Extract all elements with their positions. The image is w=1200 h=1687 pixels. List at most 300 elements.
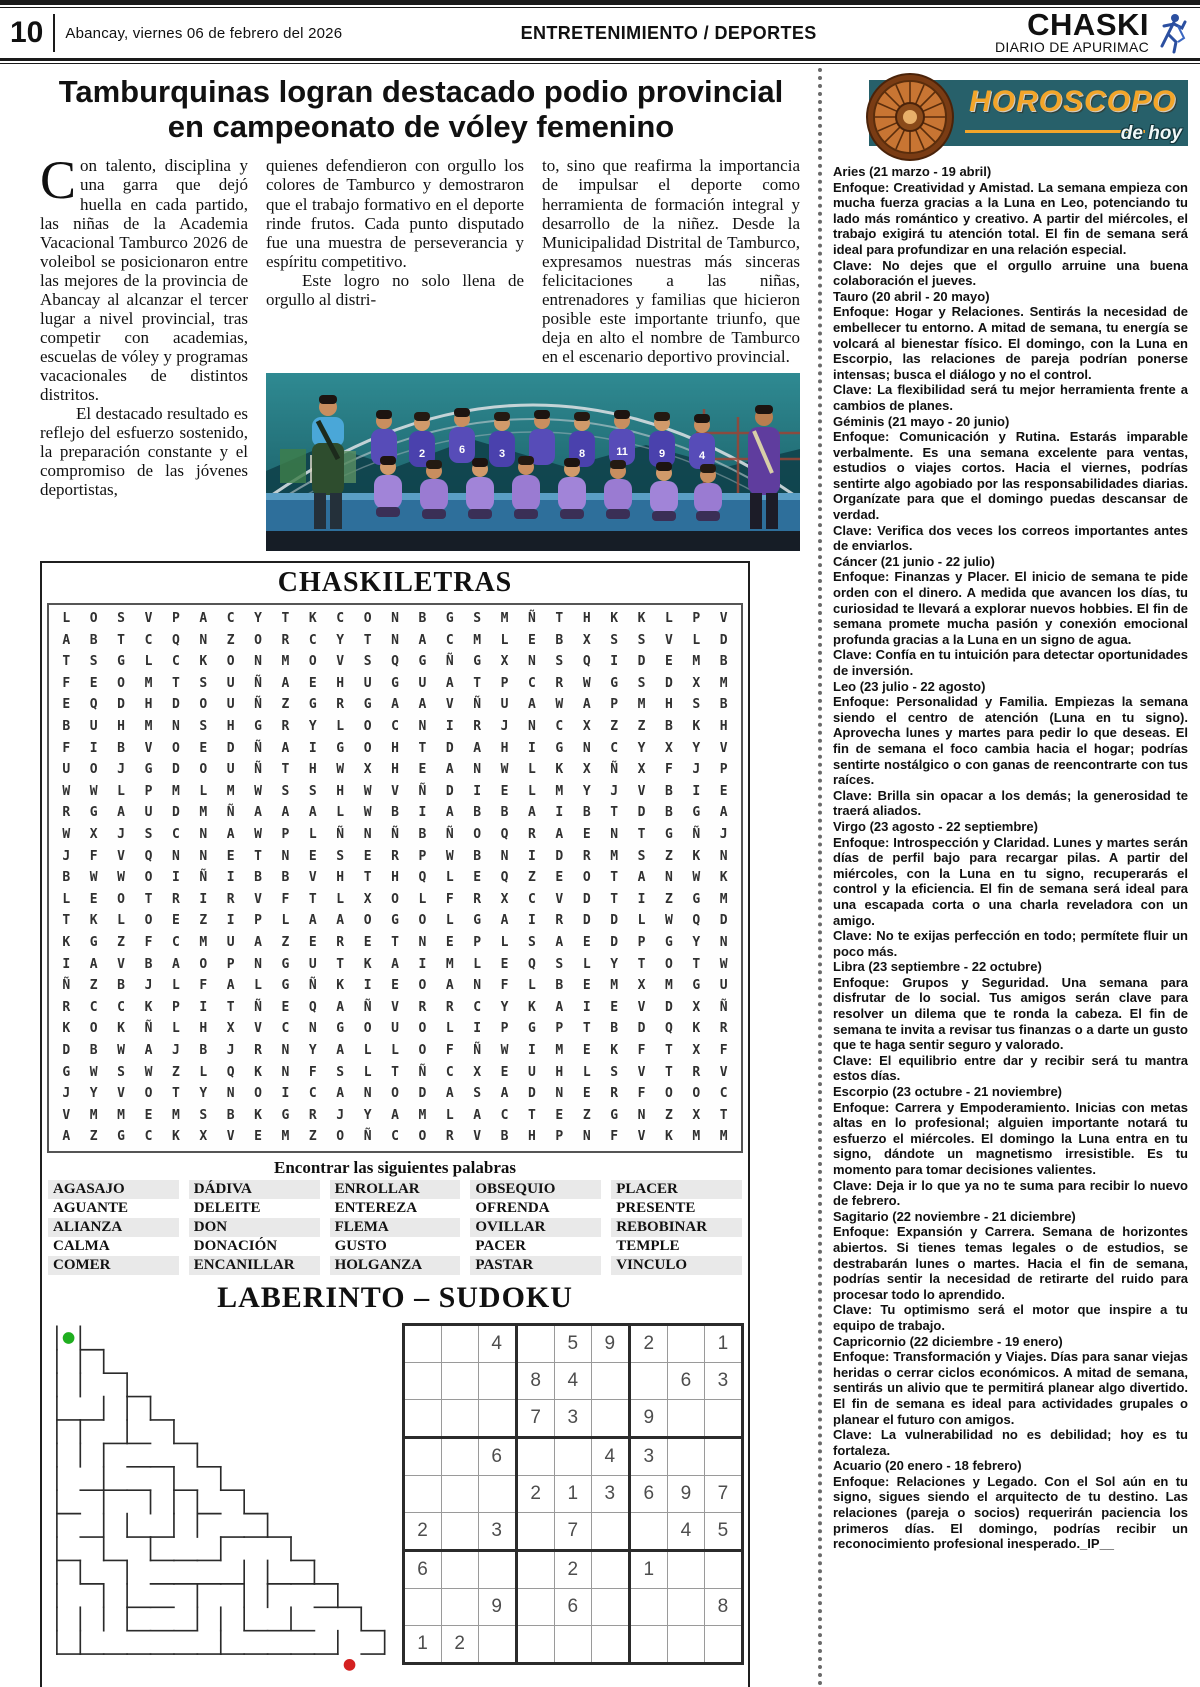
wordsearch-letter: Z <box>664 1107 673 1123</box>
wordsearch-letter: V <box>144 611 153 627</box>
wordsearch-letter: B <box>89 1042 98 1058</box>
wordsearch-letter: Q <box>500 870 509 886</box>
wordsearch-letter: X <box>582 762 591 778</box>
wordsearch-section <box>40 561 750 1687</box>
wordsearch-letter: R <box>336 934 345 950</box>
wordsearch-letter: S <box>555 956 564 972</box>
wordsearch-letter: A <box>418 632 427 648</box>
section-title: ENTRETENIMIENTO / DEPORTES <box>520 22 817 43</box>
zodiac-wheel-icon <box>865 72 955 162</box>
wordsearch-letter: M <box>610 978 619 994</box>
wordsearch-letter: O <box>144 913 153 929</box>
wordsearch-letter: Y <box>308 719 317 735</box>
horoscope-sign: Acuario (20 enero - 18 febrero) <box>833 1458 1022 1474</box>
wordsearch-letter: E <box>500 956 509 972</box>
wordsearch-letter: R <box>418 999 427 1015</box>
wordsearch-letter: G <box>664 934 673 950</box>
wordsearch-letter: A <box>89 956 98 972</box>
horoscope-entry <box>833 554 1188 679</box>
wordsearch-letter: B <box>664 783 673 799</box>
wordsearch-letter: H <box>336 783 345 799</box>
wordsearch-letter: E <box>418 762 427 778</box>
page-number: 10 <box>10 16 44 49</box>
wordsearch-letter: L <box>528 783 536 799</box>
wordsearch-letter: R <box>473 719 482 735</box>
wordsearch-letter: N <box>473 978 482 994</box>
wordsearch-letter: L <box>637 913 646 929</box>
sudoku-cell <box>667 1588 704 1625</box>
wordsearch-word: COMER <box>48 1256 179 1275</box>
sudoku-cell <box>667 1324 704 1362</box>
wordsearch-letter: A <box>336 1042 345 1058</box>
wordsearch-letter: Z <box>528 870 536 886</box>
wordsearch-letter: W <box>254 783 262 799</box>
wordsearch-letter: A <box>336 999 345 1015</box>
wordsearch-word-column <box>470 1180 601 1275</box>
sudoku-cell: 6 <box>629 1475 667 1512</box>
sudoku-cell: 4 <box>478 1324 516 1362</box>
wordsearch-letter: L <box>664 611 673 627</box>
wordsearch-letter: W <box>89 1064 98 1080</box>
wordsearch-letter: J <box>610 783 619 799</box>
wordsearch-letter: O <box>664 1086 673 1102</box>
sudoku-cell <box>403 1324 441 1362</box>
wordsearch-letter: L <box>528 762 536 778</box>
wordsearch-letter: W <box>117 870 125 886</box>
wordsearch-letter: W <box>89 870 98 886</box>
wordsearch-letter: B <box>117 740 125 756</box>
sudoku-cell: 6 <box>478 1437 516 1475</box>
sudoku-cell: 4 <box>554 1362 591 1399</box>
wordsearch-letter: Ñ <box>144 1021 153 1037</box>
wordsearch-letter: A <box>445 675 454 691</box>
wordsearch-letter: X <box>500 891 509 907</box>
wordsearch-letter: I <box>418 956 427 972</box>
wordsearch-letter: P <box>171 611 180 627</box>
sudoku-grid <box>402 1323 744 1665</box>
wordsearch-letter: B <box>473 805 482 821</box>
wordsearch-letter: B <box>500 1129 509 1145</box>
wordsearch-letter: B <box>555 632 564 648</box>
wordsearch-letter: L <box>336 719 345 735</box>
sudoku-cell: 6 <box>403 1550 441 1588</box>
wordsearch-letter: E <box>555 1107 564 1123</box>
wordsearch-letter: Z <box>637 719 646 735</box>
maze <box>52 1319 390 1679</box>
wordsearch-letter: K <box>199 654 208 670</box>
wordsearch-letter: B <box>199 1042 208 1058</box>
wordsearch-letter: U <box>363 675 372 691</box>
article-body <box>40 150 802 550</box>
wordsearch-letter: N <box>610 827 619 843</box>
wordsearch-letter: E <box>555 870 564 886</box>
wordsearch-letter: F <box>445 891 454 907</box>
wordsearch-letter: X <box>473 1064 482 1080</box>
wordsearch-word-list <box>44 1180 746 1275</box>
wordsearch-letter: R <box>391 848 399 864</box>
wordsearch-letter: G <box>445 611 454 627</box>
wordsearch-letter: I <box>528 740 536 756</box>
wordsearch-letter: I <box>199 891 208 907</box>
wordsearch-letter: I <box>528 1042 536 1058</box>
sudoku-cell <box>704 1399 742 1437</box>
wordsearch-letter: M <box>199 934 208 950</box>
horoscope-entries <box>833 164 1188 1552</box>
wordsearch-letter: A <box>62 632 71 648</box>
wordsearch-letter: R <box>445 1129 454 1145</box>
wordsearch-letter: Z <box>117 934 125 950</box>
wordsearch-letter: A <box>226 827 235 843</box>
wordsearch-letter: E <box>199 740 208 756</box>
sudoku-cell <box>403 1399 441 1437</box>
wordsearch-letter: D <box>610 913 619 929</box>
date-line: Abancay, viernes 06 de febrero del 2026 <box>65 24 343 42</box>
wordsearch-letter: I <box>445 719 454 735</box>
wordsearch-letter: X <box>692 1107 701 1123</box>
wordsearch-letter: E <box>500 783 509 799</box>
wordsearch-letter: D <box>171 762 180 778</box>
wordsearch-letter: Ñ <box>473 1042 482 1058</box>
horoscope-entry <box>833 164 1188 289</box>
horoscope-enfoque: Enfoque: Hogar y Relaciones. Sentirás la necesidad de embellecer tu entorno. A mitad de semana, tu energía se volcará al bienestar físico. El domingo, con la Luna en Escorpio, las relaciones de pareja podrían ponerse intensas; busca el diálogo y no el control. <box>833 304 1188 382</box>
wordsearch-letter: S <box>199 1107 208 1123</box>
wordsearch-letter: G <box>473 654 482 670</box>
wordsearch-letter: H <box>391 870 399 886</box>
wordsearch-letter: C <box>391 719 399 735</box>
horoscope-enfoque: Enfoque: Introspección y Claridad. Lunes y martes serán días de perfil bajo para recargar pilas. A partir del miércoles, con la Luna en tu signo, recuperarás el control y la eficiencia. El fin de semana será ideal para una escapada corta o una charla reveladora con un amigo. <box>833 834 1188 928</box>
wordsearch-letter: L <box>171 1021 180 1037</box>
horoscope-sign: Tauro (20 abril - 20 mayo) <box>833 288 990 304</box>
sudoku-cell <box>516 1324 554 1362</box>
wordsearch-letter: P <box>610 697 619 713</box>
wordsearch-letter: Y <box>500 999 509 1015</box>
wordsearch-letter: Z <box>281 934 290 950</box>
wordsearch-letter: X <box>500 654 509 670</box>
wordsearch-letter: O <box>363 1021 372 1037</box>
sudoku-cell <box>704 1550 742 1588</box>
wordsearch-letter: E <box>664 654 673 670</box>
wordsearch-letter: K <box>62 934 71 950</box>
sudoku-cell <box>441 1324 478 1362</box>
wordsearch-letter: Q <box>664 1021 673 1037</box>
wordsearch-letter: Ñ <box>363 1129 372 1145</box>
wordsearch-letter: B <box>664 719 673 735</box>
wordsearch-letter: A <box>281 740 290 756</box>
wordsearch-letter: V <box>719 740 728 756</box>
sudoku-cell: 9 <box>667 1475 704 1512</box>
sudoku-cell <box>403 1588 441 1625</box>
wordsearch-letter: X <box>664 740 673 756</box>
wordsearch-letter: E <box>719 783 728 799</box>
wordsearch-letter: A <box>555 934 564 950</box>
horoscope-entry <box>833 959 1188 1084</box>
wordsearch-letter: V <box>117 1086 125 1102</box>
wordsearch-letter: Ñ <box>528 611 536 627</box>
horoscope-entry <box>833 289 1188 414</box>
wordsearch-letter: H <box>336 870 345 886</box>
wordsearch-letter: T <box>555 611 564 627</box>
wordsearch-letter: M <box>610 848 619 864</box>
wordsearch-letter: O <box>89 762 98 778</box>
wordsearch-letter: G <box>281 956 290 972</box>
wordsearch-letter: D <box>226 740 235 756</box>
wordsearch-letter: T <box>610 891 619 907</box>
wordsearch-letter: A <box>719 805 728 821</box>
wordsearch-letter: I <box>308 740 317 756</box>
wordsearch-letter: M <box>719 675 728 691</box>
wordsearch-letter: F <box>89 848 98 864</box>
wordsearch-letter: E <box>582 934 591 950</box>
wordsearch-letter: P <box>473 934 482 950</box>
wordsearch-letter: L <box>144 654 153 670</box>
horoscope-sign: Sagitario (22 noviembre - 21 diciembre) <box>833 1208 1076 1224</box>
wordsearch-letter: G <box>418 654 427 670</box>
wordsearch-letter: R <box>528 827 536 843</box>
wordsearch-letter: Ñ <box>226 805 235 821</box>
wordsearch-word: CALMA <box>53 1237 110 1254</box>
wordsearch-letter: P <box>281 827 290 843</box>
sudoku-cell <box>591 1550 629 1588</box>
sudoku-cell: 2 <box>629 1324 667 1362</box>
masthead <box>995 7 1188 55</box>
horoscope-entry <box>833 414 1188 554</box>
wordsearch-word: DONACIÓN <box>193 1237 278 1254</box>
wordsearch-letter: R <box>281 719 290 735</box>
wordsearch-letter: Ñ <box>254 999 262 1015</box>
wordsearch-letter: E <box>171 913 180 929</box>
sudoku-cell <box>591 1625 629 1663</box>
wordsearch-letter: W <box>555 697 564 713</box>
wordsearch-letter: M <box>637 697 646 713</box>
wordsearch-letter: V <box>637 999 646 1015</box>
sudoku-cell <box>704 1437 742 1475</box>
wordsearch-letter: J <box>117 827 125 843</box>
wordsearch-letter: L <box>582 956 591 972</box>
wordsearch-letter: N <box>281 1042 290 1058</box>
wordsearch-letter: J <box>62 848 71 864</box>
wordsearch-letter: Y <box>336 632 345 648</box>
wordsearch-word: ENCANILLAR <box>189 1256 320 1275</box>
wordsearch-letter: W <box>62 783 71 799</box>
sudoku-cell: 4 <box>667 1512 704 1550</box>
wordsearch-letter: B <box>62 719 71 735</box>
wordsearch-letter: J <box>171 1042 180 1058</box>
wordsearch-letter: W <box>445 848 454 864</box>
wordsearch-word: DELEITE <box>193 1199 261 1216</box>
sudoku-cell <box>667 1399 704 1437</box>
wordsearch-letter: Ñ <box>473 697 482 713</box>
wordsearch-letter: T <box>418 740 427 756</box>
wordsearch-letter: G <box>89 805 98 821</box>
sudoku-cell <box>441 1437 478 1475</box>
wordsearch-letter: O <box>391 891 399 907</box>
wordsearch-letter: V <box>117 848 125 864</box>
wordsearch-letter: G <box>336 1021 345 1037</box>
wordsearch-letter: L <box>445 870 454 886</box>
wordsearch-letter: Z <box>664 848 673 864</box>
article-title-line1: Tamburquinas logran destacado podio provincial <box>58 74 784 109</box>
wordsearch-letter: A <box>555 999 564 1015</box>
wordsearch-letter: Z <box>281 697 290 713</box>
wordsearch-letter: D <box>637 1021 646 1037</box>
wordsearch-letter: L <box>500 632 509 648</box>
wordsearch-letter: E <box>610 999 619 1015</box>
wordsearch-letter: B <box>254 870 262 886</box>
wordsearch-letter: Ñ <box>418 1064 427 1080</box>
wordsearch-letter: U <box>144 805 153 821</box>
wordsearch-letter: S <box>336 848 345 864</box>
wordsearch-letter: S <box>117 1064 125 1080</box>
horoscope-banner-board <box>869 80 1188 146</box>
wordsearch-letter: C <box>473 999 482 1015</box>
wordsearch-letter: G <box>308 697 317 713</box>
wordsearch-letter: X <box>363 891 372 907</box>
wordsearch-letter: E <box>62 697 71 713</box>
wordsearch-letter: I <box>226 870 235 886</box>
jersey-number: 11 <box>616 445 628 458</box>
wordsearch-letter: E <box>445 934 454 950</box>
wordsearch-letter: T <box>308 891 317 907</box>
wordsearch-letter: S <box>281 783 290 799</box>
wordsearch-letter: T <box>336 956 345 972</box>
wordsearch-letter: Q <box>171 632 180 648</box>
wordsearch-letter: P <box>500 1021 509 1037</box>
wordsearch-letter: E <box>528 632 536 648</box>
wordsearch-letter: I <box>555 805 564 821</box>
sudoku-cell <box>478 1625 516 1663</box>
wordsearch-letter: X <box>89 827 98 843</box>
wordsearch-letter: F <box>719 1042 728 1058</box>
horoscope-enfoque: Enfoque: Expansión y Carrera. Semana de horizontes abiertos. Si tienes temas legales o de estudios, se destrabarán lunes o martes. Hacia el fin de semana, podrías sentir la necesidad de retirarte del ruido para procesar todo lo aprendido. <box>833 1224 1188 1302</box>
wordsearch-letter: M <box>418 1107 427 1123</box>
wordsearch-letter: J <box>692 762 701 778</box>
wordsearch-letter: Ñ <box>62 978 71 994</box>
wordsearch-letter: D <box>610 934 619 950</box>
wordsearch-word: GUSTO <box>334 1237 387 1254</box>
wordsearch-letter: Z <box>199 913 208 929</box>
wordsearch-letter: L <box>445 1107 454 1123</box>
sudoku-cell: 1 <box>403 1625 441 1663</box>
wordsearch-letter: C <box>610 740 619 756</box>
wordsearch-letter: Z <box>582 1107 591 1123</box>
sudoku-cell <box>516 1588 554 1625</box>
sudoku-cell <box>591 1512 629 1550</box>
wordsearch-letter: I <box>226 913 235 929</box>
wordsearch-letter: M <box>719 1129 728 1145</box>
wordsearch-letter: M <box>664 978 673 994</box>
wordsearch-letter: B <box>719 697 728 713</box>
wordsearch-letter: H <box>117 719 125 735</box>
wordsearch-letter: U <box>62 762 71 778</box>
wordsearch-letter: H <box>308 762 317 778</box>
wordsearch-letter: R <box>171 891 180 907</box>
wordsearch-letter: N <box>308 1021 317 1037</box>
wordsearch-letter: A <box>308 913 317 929</box>
wordsearch-letter: Z <box>89 1129 98 1145</box>
wordsearch-letter: N <box>171 719 180 735</box>
wordsearch-letter: S <box>199 675 208 691</box>
wordsearch-letter: N <box>637 1107 646 1123</box>
wordsearch-letter: P <box>637 934 646 950</box>
wordsearch-letter: F <box>664 762 673 778</box>
wordsearch-letter: J <box>719 827 728 843</box>
wordsearch-letter: G <box>528 1021 536 1037</box>
wordsearch-letter: M <box>692 1129 701 1145</box>
wordsearch-letter: A <box>391 697 399 713</box>
wordsearch-letter: M <box>445 956 454 972</box>
sudoku-cell: 1 <box>629 1550 667 1588</box>
wordsearch-letter: A <box>144 1042 153 1058</box>
wordsearch-letter: L <box>62 611 71 627</box>
wordsearch-letter: P <box>418 848 427 864</box>
wordsearch-letter: N <box>254 956 262 972</box>
wordsearch-letter: B <box>719 654 728 670</box>
wordsearch-letter: E <box>144 1107 153 1123</box>
wordsearch-letter: A <box>281 805 290 821</box>
wordsearch-letter: Y <box>692 934 701 950</box>
wordsearch-word: AGUANTE <box>53 1199 129 1216</box>
wordsearch-letter: E <box>500 1064 509 1080</box>
wordsearch-letter: G <box>363 697 372 713</box>
wordsearch-letter: J <box>500 719 509 735</box>
wordsearch-letter: E <box>308 848 317 864</box>
wordsearch-letter: E <box>226 848 235 864</box>
sudoku-cell: 7 <box>704 1475 742 1512</box>
wordsearch-letter: I <box>528 848 536 864</box>
wordsearch-letter: E <box>582 1042 591 1058</box>
wordsearch-letter: E <box>582 978 591 994</box>
wordsearch-letter: T <box>363 870 372 886</box>
sudoku-cell <box>667 1437 704 1475</box>
wordsearch-letter: M <box>719 891 728 907</box>
horoscope-clave: Clave: No dejes que el orgullo arruine una buena colaboración el jueves. <box>833 257 1188 289</box>
horoscope-underline <box>965 130 1145 133</box>
wordsearch-letter: A <box>500 1086 509 1102</box>
wordsearch-letter: C <box>89 999 98 1015</box>
sudoku-cell <box>629 1362 667 1399</box>
wordsearch-letter: E <box>582 1086 591 1102</box>
wordsearch-letter: D <box>719 632 728 648</box>
jersey-number: 6 <box>458 443 466 456</box>
wordsearch-letter: T <box>664 1064 673 1080</box>
wordsearch-letter: U <box>500 697 509 713</box>
wordsearch-word-column <box>48 1180 179 1275</box>
wordsearch-letter: G <box>117 654 125 670</box>
wordsearch-letter: U <box>308 956 317 972</box>
sudoku-cell <box>704 1625 742 1663</box>
wordsearch-letter: M <box>500 611 509 627</box>
wordsearch-letter: G <box>144 762 153 778</box>
wordsearch-letter: O <box>254 1086 262 1102</box>
wordsearch-letter: S <box>473 1086 482 1102</box>
sudoku-cell: 4 <box>591 1437 629 1475</box>
wordsearch-letter: A <box>391 1107 399 1123</box>
wordsearch-letter: T <box>363 632 372 648</box>
chaski-runner-icon <box>1154 12 1188 54</box>
horoscope-sign: Cáncer (21 junio - 22 julio) <box>833 553 995 569</box>
wordsearch-letter: E <box>582 827 591 843</box>
wordsearch-letter: A <box>445 1086 454 1102</box>
wordsearch-letter: T <box>62 913 71 929</box>
wordsearch-letter: I <box>418 805 427 821</box>
wordsearch-letter: Ñ <box>692 827 701 843</box>
wordsearch-letter: C <box>445 1064 454 1080</box>
wordsearch-word: VINCULO <box>611 1256 742 1275</box>
wordsearch-letter: I <box>528 913 536 929</box>
wordsearch-letter: X <box>692 999 701 1015</box>
wordsearch-letter: L <box>62 891 71 907</box>
wordsearch-letter: A <box>336 913 345 929</box>
